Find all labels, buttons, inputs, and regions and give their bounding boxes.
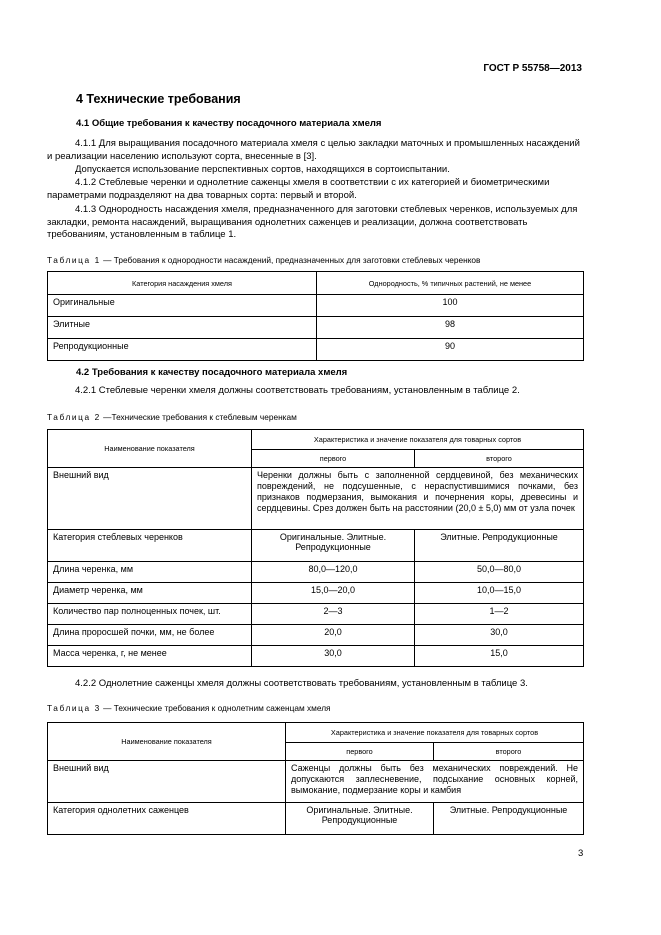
table2-cell: Длина черенка, мм xyxy=(48,562,252,583)
table2-cell: Оригинальные. Элитные. Репродукционные xyxy=(252,530,415,562)
section-title: 4 Технические требования xyxy=(76,92,241,106)
table2-cell: 10,0—15,0 xyxy=(415,583,584,604)
table2-cell: Диаметр черенка, мм xyxy=(48,583,252,604)
paragraph-4-2-1: 4.2.1 Стеблевые черенки хмеля должны соответствовать требованиям, установленным в таблице 2. xyxy=(75,385,520,396)
table-row xyxy=(48,803,584,835)
table3-cell: Саженцы должны быть без механических повреждений. Не допускаются заплесневение, подсыхание основных корней, вымокание, подмерзание коры и камбия xyxy=(286,761,584,803)
table2-cell: 20,0 xyxy=(252,625,415,646)
table1-caption-prefix: Таблица 1 xyxy=(47,255,101,265)
table2-cell: Элитные. Репродукционные xyxy=(415,530,584,562)
table1-cell: Репродукционные xyxy=(48,339,317,361)
table1-caption-text: — Требования к однородности насаждений, предназначенных для заготовки стеблевых черенков xyxy=(103,255,481,265)
table-row xyxy=(48,604,584,625)
table3-header-characteristic: Характеристика и значение показателя для товарных сортов xyxy=(286,723,584,743)
table3-cell: Оригинальные. Элитные. Репродукционные xyxy=(286,803,434,835)
table3 xyxy=(47,722,584,835)
table3-cell: Внешний вид xyxy=(48,761,286,803)
table2-header-name: Наименование показателя xyxy=(48,430,252,468)
table2-cell: 30,0 xyxy=(415,625,584,646)
table2 xyxy=(47,429,584,667)
table2-header-characteristic: Характеристика и значение показателя для товарных сортов xyxy=(252,430,584,450)
table-row xyxy=(48,317,584,339)
table1-header-uniformity: Однородность, % типичных растений, не менее xyxy=(317,272,584,295)
paragraph-4-1-2: 4.1.2 Стеблевые черенки и однолетние саженцы хмеля в соответствии с их категорией и биометрическими параметрами подразделяют на два товарных сорта: первый и второй. xyxy=(47,177,550,201)
paragraph-4-1-3: 4.1.3 Однородность насаждения хмеля, предназначенного для заготовки стеблевых черенков, используемых для закладки, ремонта насаждений, выращивания однолетних саженцев и реализации, должна соответствовать требованиям, установленным в таблице 1. xyxy=(47,204,578,241)
table-row xyxy=(48,530,584,562)
table-row xyxy=(48,646,584,667)
table1 xyxy=(47,271,584,361)
table1-cell: 100 xyxy=(317,295,584,317)
subsection-4-2-title: 4.2 Требования к качеству посадочного материала хмеля xyxy=(76,367,348,378)
table2-cell: Длина проросшей почки, мм, не более xyxy=(48,625,252,646)
paragraph-4-1-1: 4.1.1 Для выращивания посадочного материала хмеля с целью закладки маточных и промышленных насаждений и реализации населению используют сорта, внесенные в [3]. xyxy=(47,138,580,162)
table2-cell: Внешний вид xyxy=(48,468,252,530)
document-code: ГОСТ Р 55758—2013 xyxy=(483,63,582,74)
table2-cell: 2—3 xyxy=(252,604,415,625)
page-number: 3 xyxy=(578,848,584,859)
table1-cell: 98 xyxy=(317,317,584,339)
table2-cell: 50,0—80,0 xyxy=(415,562,584,583)
table3-caption-prefix: Таблица 3 xyxy=(47,703,101,713)
table1-header-category: Категория насаждения хмеля xyxy=(48,272,317,295)
subsection-4-1-title: 4.1 Общие требования к качеству посадочного материала хмеля xyxy=(76,118,382,129)
table2-caption-prefix: Таблица 2 xyxy=(47,412,101,422)
paragraph-4-1-1-b: Допускается использование перспективных сортов, находящихся в сортоиспытании. xyxy=(75,164,450,175)
table3-caption-text: — Технические требования к однолетним саженцам хмеля xyxy=(103,703,331,713)
table-row xyxy=(48,562,584,583)
table2-header-second: второго xyxy=(415,450,584,468)
table3-caption xyxy=(47,703,331,713)
table-row xyxy=(48,583,584,604)
table2-cell: 15,0 xyxy=(415,646,584,667)
table-row xyxy=(48,339,584,361)
table3-header-name: Наименование показателя xyxy=(48,723,286,761)
table2-cell: 1—2 xyxy=(415,604,584,625)
table2-cell: 80,0—120,0 xyxy=(252,562,415,583)
table2-header-first: первого xyxy=(252,450,415,468)
table3-header-first: первого xyxy=(286,743,434,761)
table-row xyxy=(48,625,584,646)
table3-cell: Категория однолетних саженцев xyxy=(48,803,286,835)
table2-cell: Масса черенка, г, не менее xyxy=(48,646,252,667)
table2-cell: Черенки должны быть с заполненной сердцевиной, без механических повреждений, не подсушенные, с нераспустившимися почками, без признаков подмерзания, вымокания и почернения коры, древесины и сердцевины. Срез должен быть на расстоянии (20,0 ± 5,0) мм от узла почек xyxy=(252,468,584,530)
table-row xyxy=(48,761,584,803)
table2-cell: 30,0 xyxy=(252,646,415,667)
table1-cell: Элитные xyxy=(48,317,317,339)
paragraph-4-2-2: 4.2.2 Однолетние саженцы хмеля должны соответствовать требованиям, установленным в таблице 3. xyxy=(75,678,528,689)
table2-cell: Категория стеблевых черенков xyxy=(48,530,252,562)
table-row xyxy=(48,295,584,317)
table2-caption-text: —Технические требования к стеблевым черенкам xyxy=(103,412,297,422)
table1-cell: Оригинальные xyxy=(48,295,317,317)
table2-cell: Количество пар полноценных почек, шт. xyxy=(48,604,252,625)
table2-cell: 15,0—20,0 xyxy=(252,583,415,604)
table3-cell: Элитные. Репродукционные xyxy=(434,803,584,835)
table1-cell: 90 xyxy=(317,339,584,361)
table2-caption xyxy=(47,412,297,422)
table-row xyxy=(48,468,584,530)
table1-caption xyxy=(47,255,480,265)
table3-header-second: второго xyxy=(434,743,584,761)
